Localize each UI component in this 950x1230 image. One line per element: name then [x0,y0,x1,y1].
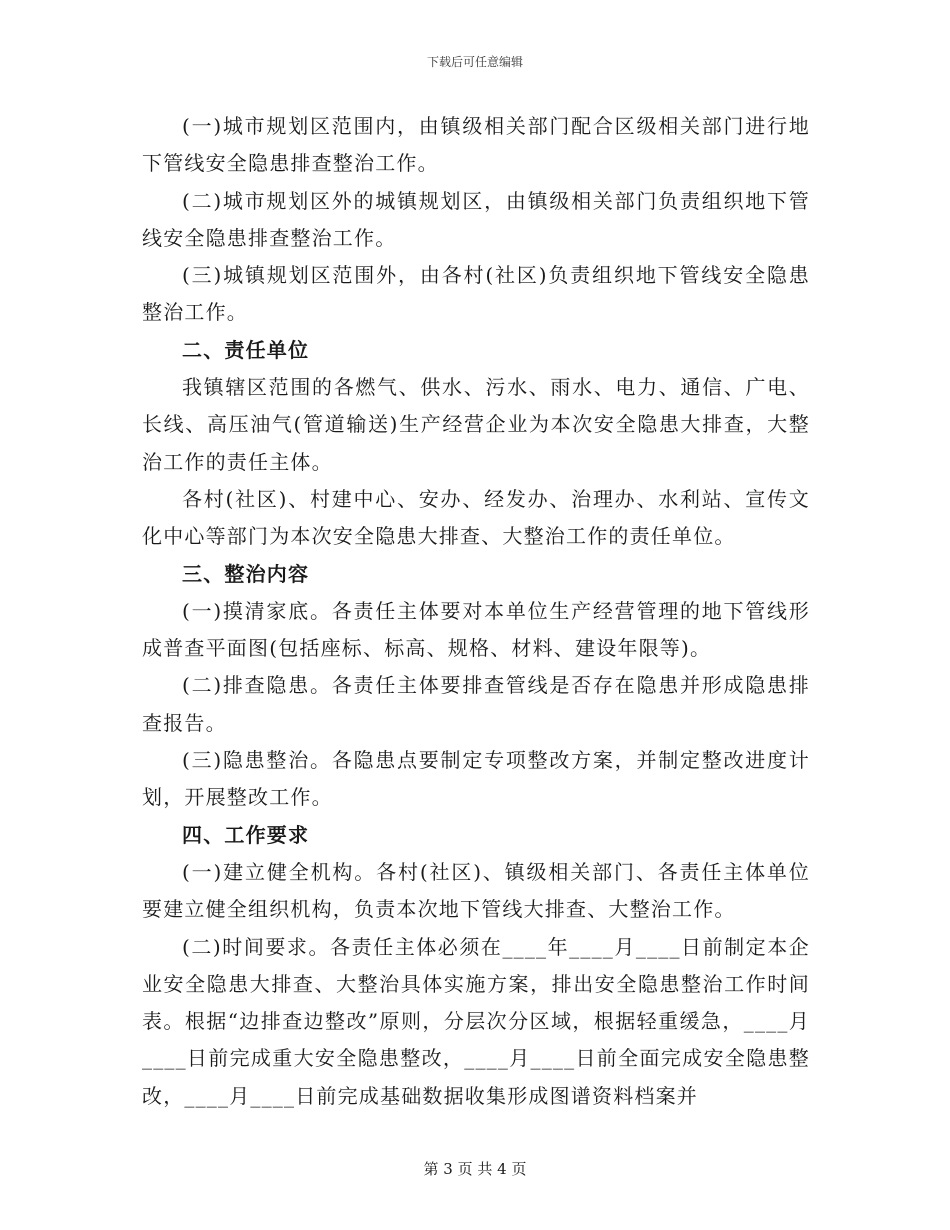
paragraph-responsible-units: 各村(社区)、村建中心、安办、经发办、治理办、水利站、宣传文化中心等部门为本次安全隐患大排查、大整治工作的责任单位。 [142,486,810,549]
paragraph-scope-1: (一)城市规划区范围内，由镇级相关部门配合区级相关部门进行地下管线安全隐患排查整治工作。 [142,114,810,176]
paragraph-content-2: (二)排查隐患。各责任主体要排查管线是否存在隐患并形成隐患排查报告。 [142,673,810,735]
page-header: 下载后可任意编辑 [426,55,523,69]
paragraph-requirement-1: (一)建立健全机构。各村(社区)、镇级相关部门、各责任主体单位要建立健全组织机构，负责本次地下管线大排查、大整治工作。 [142,859,810,922]
paragraph-scope-3: (三)城镇规划区范围外，由各村(社区)负责组织地下管线安全隐患整治工作。 [142,263,810,325]
paragraph-scope-2: (二)城市规划区外的城镇规划区，由镇级相关部门负责组织地下管线安全隐患排查整治工作。 [142,188,810,250]
paragraph-content-1: (一)摸清家底。各责任主体要对本单位生产经营管理的地下管线形成普查平面图(包括座标、标高、规格、材料、建设年限等)。 [142,598,810,661]
section-heading-rectification-content: 三、整治内容 [182,561,310,586]
section-heading-responsible-units: 二、责任单位 [182,337,310,362]
paragraph-requirement-2: (二)时间要求。各责任主体必须在____年____月____日前制定本企业安全隐患大排查、大整治具体实施方案，排出安全隐患整治工作时间表。根据“边排查边整改”原则，分层次分区域，根据轻重缓急，____月____日前完成重大安全隐患整改，____月____日前全面完成安全隐患整改，____月____日前完成基础数据收集形成图谱资料档案并 [142,934,810,1108]
paragraph-responsible-subjects: 我镇辖区范围的各燃气、供水、污水、雨水、电力、通信、广电、长线、高压油气(管道输送)生产经营企业为本次安全隐患大排查，大整治工作的责任主体。 [142,375,810,474]
section-heading-work-requirements: 四、工作要求 [182,822,310,847]
page-number: 第 3 页 共 4 页 [423,1160,527,1178]
document-body [142,108,810,1115]
paragraph-content-3: (三)隐患整治。各隐患点要制定专项整改方案，并制定整改进度计划，开展整改工作。 [142,748,810,810]
